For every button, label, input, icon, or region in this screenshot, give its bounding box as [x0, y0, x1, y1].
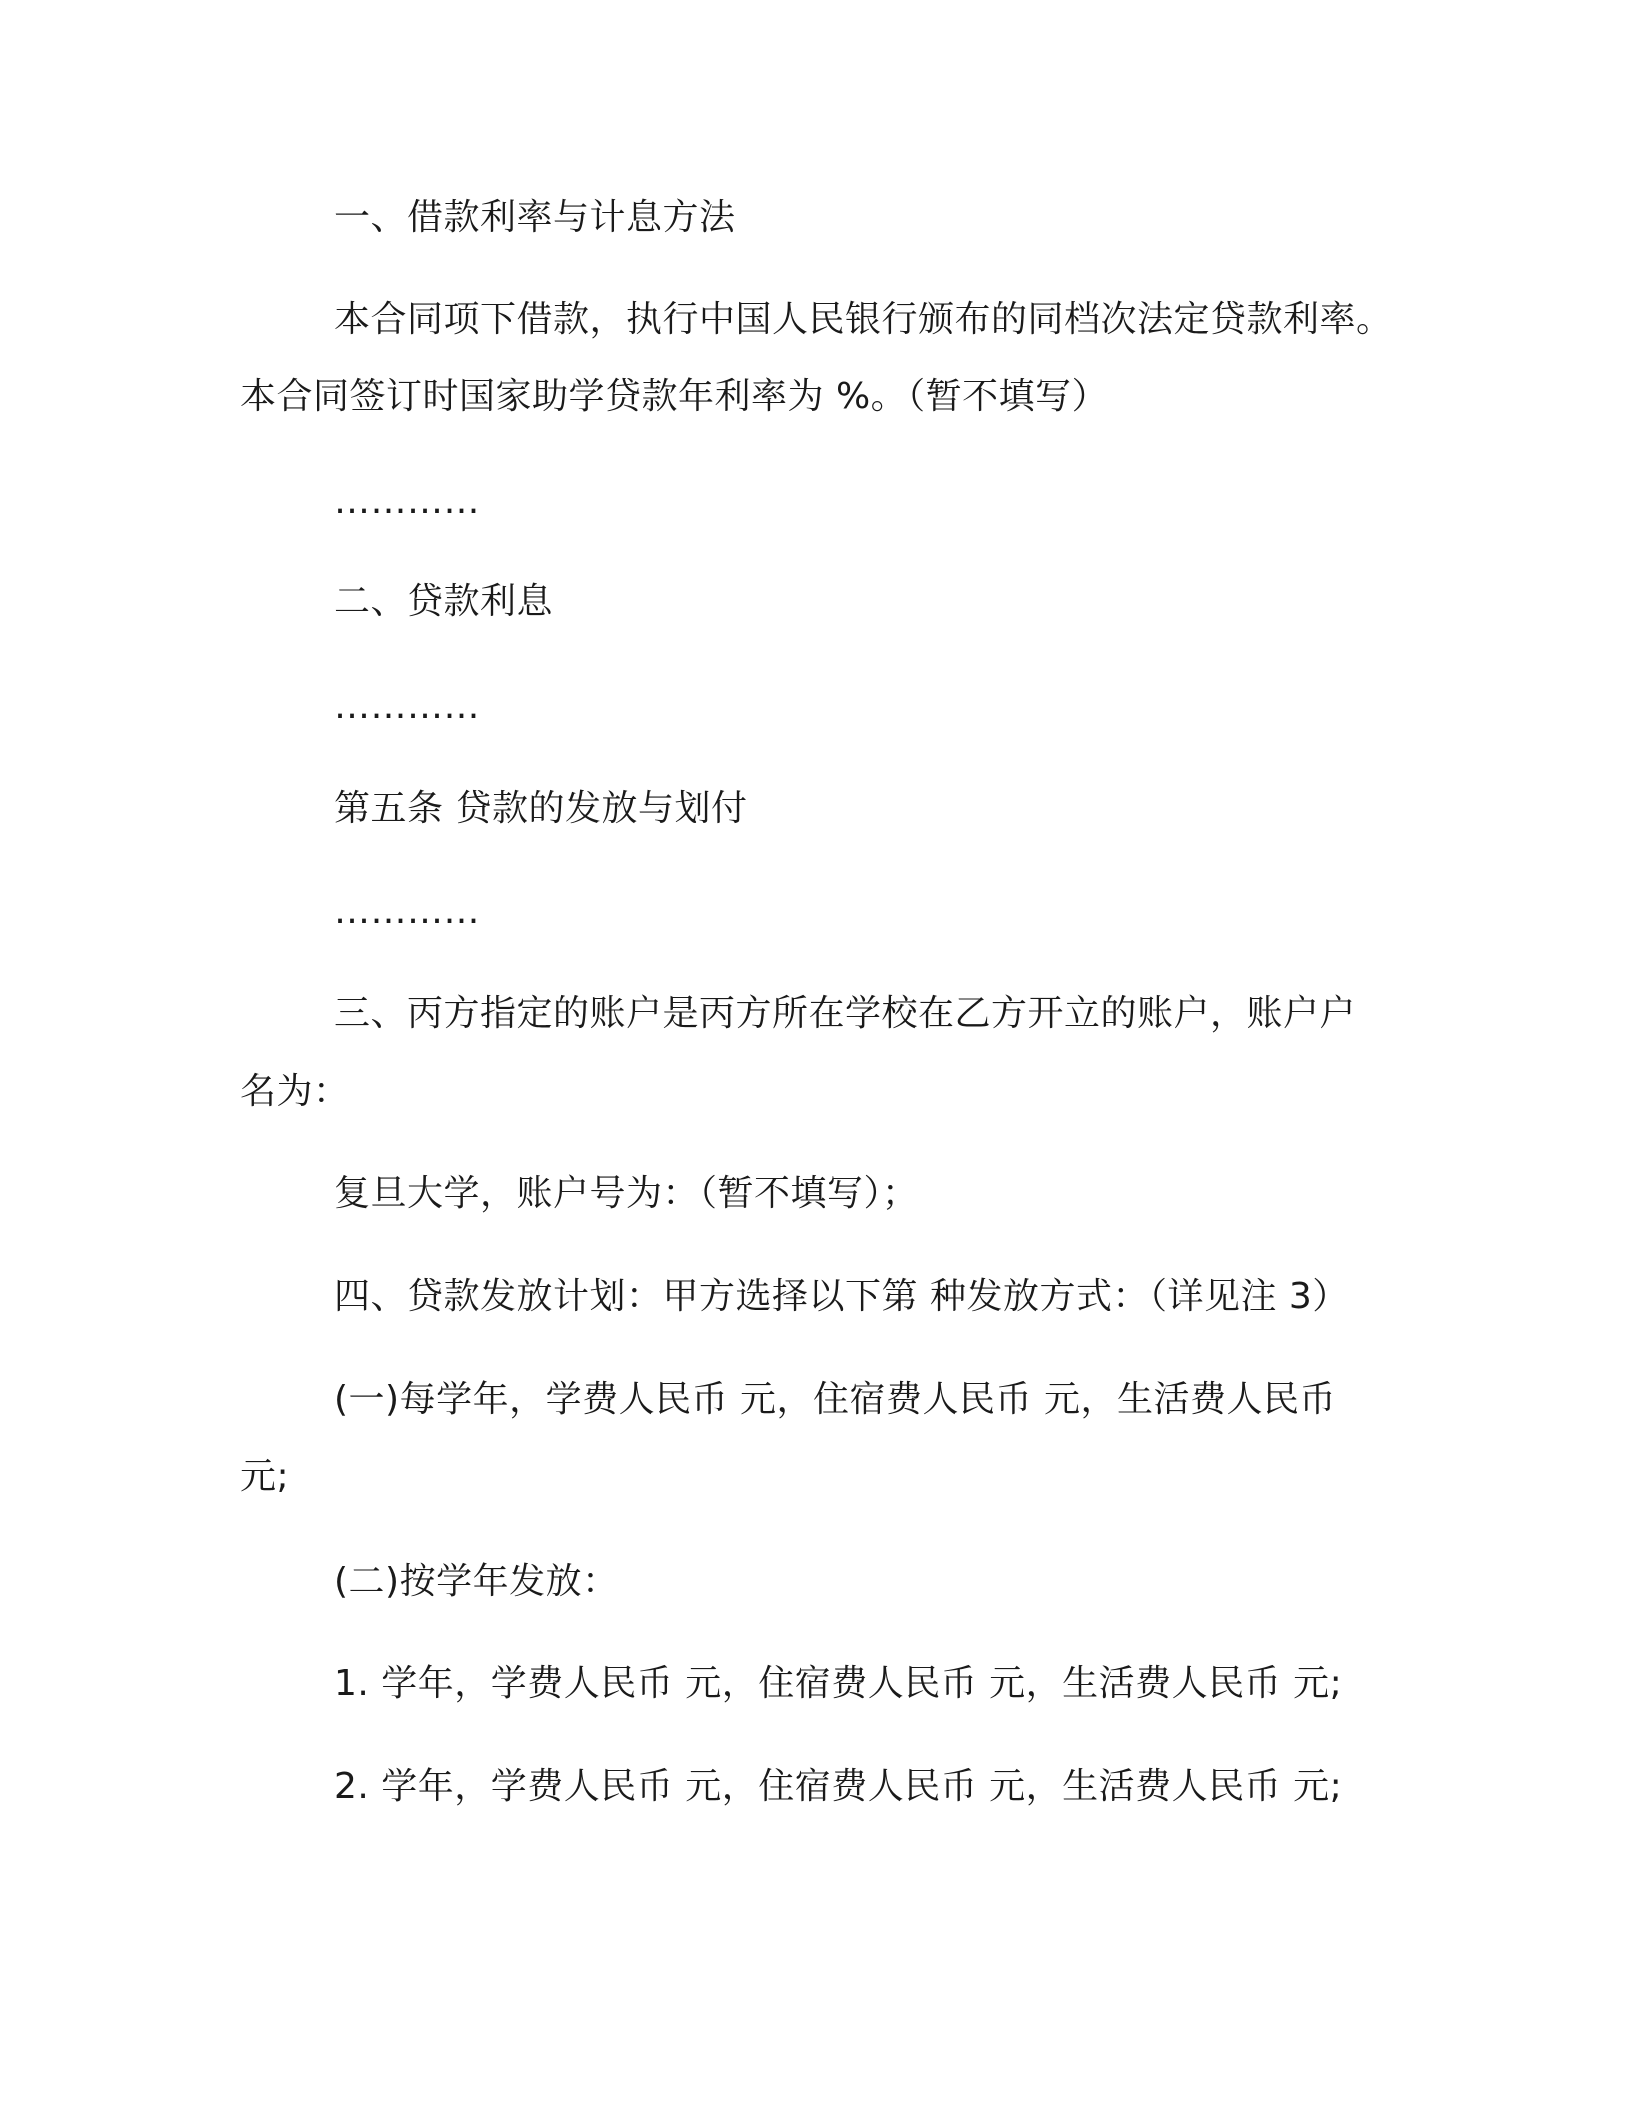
paragraph-line: 本合同项下借款，执行中国人民银行颁布的同档次法定贷款利率。: [334, 299, 1393, 340]
heading-loan-interest: 二、贷款利息: [334, 581, 554, 622]
list-item: 1. 学年，学费人民币 元，住宿费人民币 元，生活费人民币 元;: [334, 1663, 1343, 1704]
paragraph-line: 四、贷款发放计划：甲方选择以下第 种发放方式：（详见注 3）: [334, 1276, 1349, 1317]
ellipsis-line: …………: [334, 481, 480, 522]
heading-article-five: 第五条 贷款的发放与划付: [334, 788, 748, 829]
ellipsis-line: …………: [334, 686, 480, 727]
paragraph-line: 名为：: [240, 1071, 350, 1112]
paragraph-line: 元;: [240, 1456, 290, 1497]
heading-interest-rate: 一、借款利率与计息方法: [334, 197, 736, 238]
list-item: 2. 学年，学费人民币 元，住宿费人民币 元，生活费人民币 元;: [334, 1766, 1343, 1807]
ellipsis-line: …………: [334, 891, 480, 932]
paragraph-line: 本合同签订时国家助学贷款年利率为 %。（暂不填写）: [240, 376, 1109, 417]
paragraph-line: 三、丙方指定的账户是丙方所在学校在乙方开立的账户，账户户: [334, 993, 1357, 1034]
paragraph-line: (二)按学年发放：: [334, 1561, 619, 1602]
paragraph-line: 复旦大学，账户号为：（暂不填写）；: [334, 1173, 919, 1214]
paragraph-line: (一)每学年，学费人民币 元，住宿费人民币 元，生活费人民币: [334, 1379, 1336, 1420]
